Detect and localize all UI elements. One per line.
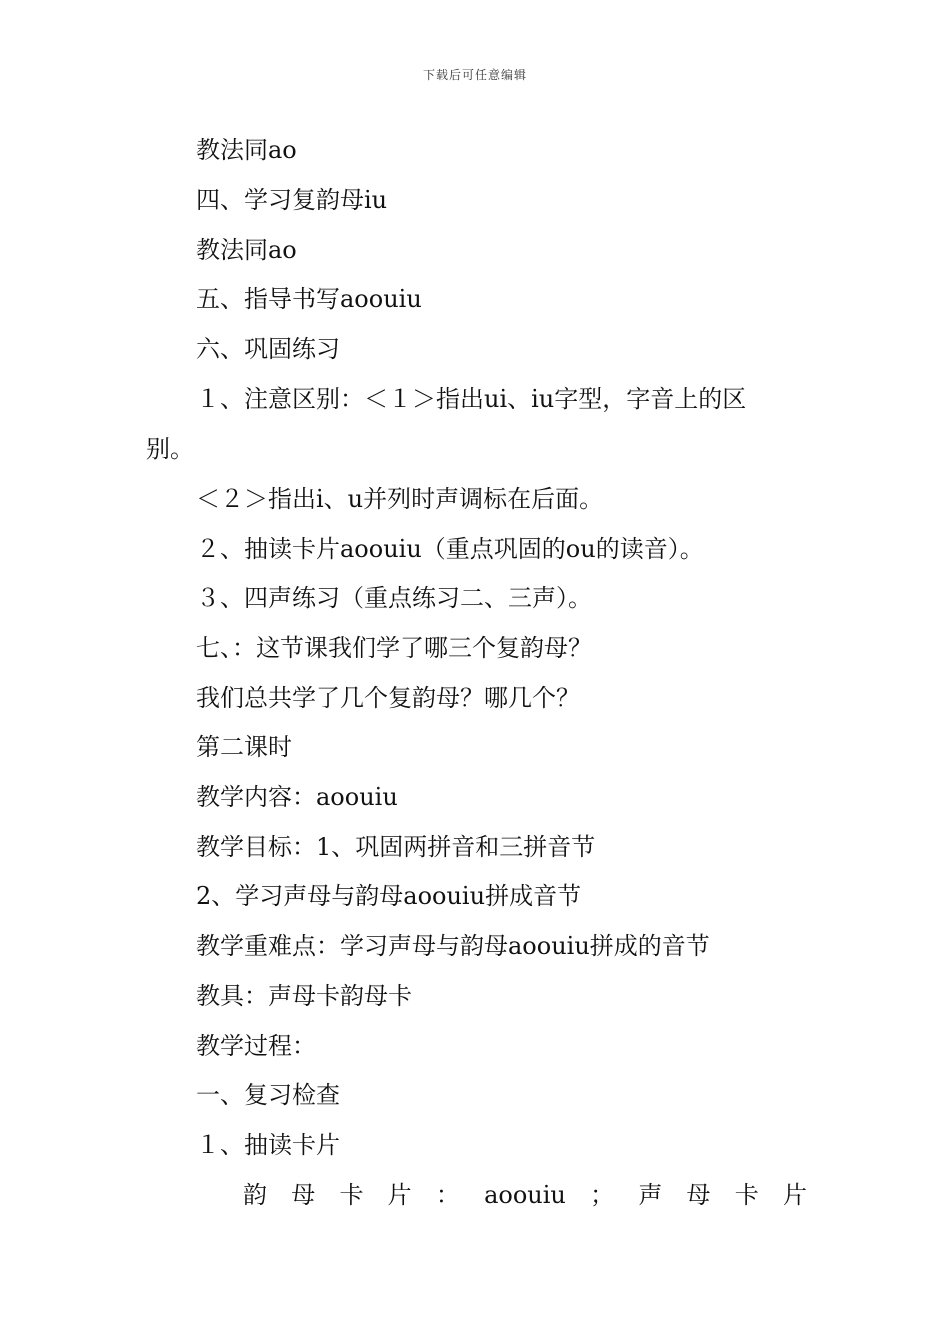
text-line: 教法同ao [196, 236, 297, 264]
text-line-justified [243, 1180, 807, 1210]
text-line: 五、指导书写aoouiu [196, 285, 422, 313]
text-fragment: 片 [387, 1181, 412, 1209]
text-line: 一、复习检查 [196, 1081, 340, 1109]
text-fragment: 声 [638, 1181, 663, 1209]
text-line: 教具：声母卡韵母卡 [196, 982, 412, 1010]
text-line: 第二课时 [196, 733, 292, 761]
text-fragment: 韵 [243, 1181, 267, 1209]
text-line: 教学重难点：学习声母与韵母aoouiu拼成的音节 [196, 932, 710, 960]
text-fragment: 片 [782, 1181, 807, 1209]
text-line: 别。 [146, 435, 194, 463]
text-line: 教法同ao [196, 136, 297, 164]
text-fragment: ； [590, 1181, 615, 1209]
text-line: 教学过程： [196, 1032, 316, 1060]
text-line: 六、巩固练习 [196, 335, 340, 363]
text-fragment: 卡 [734, 1181, 759, 1209]
text-line: 四、学习复韵母iu [196, 186, 388, 214]
text-line: ＜２＞指出i、u并列时声调标在后面。 [196, 485, 604, 513]
text-line: １、抽读卡片 [196, 1131, 340, 1159]
text-line: 教学目标：1、巩固两拼音和三拼音节 [196, 833, 596, 861]
text-line: 七、：这节课我们学了哪三个复韵母？ [196, 634, 592, 662]
text-line: ２、抽读卡片aoouiu（重点巩固的ou的读音）。 [196, 535, 704, 563]
text-fragment: 母 [686, 1181, 711, 1209]
text-fragment: ： [435, 1181, 460, 1209]
text-fragment: 卡 [339, 1181, 364, 1209]
text-line: 我们总共学了几个复韵母？哪几个？ [196, 684, 580, 712]
text-fragment: 母 [291, 1181, 316, 1209]
text-line: ３、四声练习（重点练习二、三声）。 [196, 584, 592, 612]
page-header: 下载后可任意编辑 [422, 68, 527, 82]
text-line: 2、学习声母与韵母aoouiu拼成音节 [196, 882, 582, 910]
text-fragment: aoouiu [484, 1181, 566, 1209]
text-line: 教学内容：aoouiu [196, 783, 398, 811]
text-line: １、注意区别：＜１＞指出ui、iu字型，字音上的区 [196, 385, 747, 413]
